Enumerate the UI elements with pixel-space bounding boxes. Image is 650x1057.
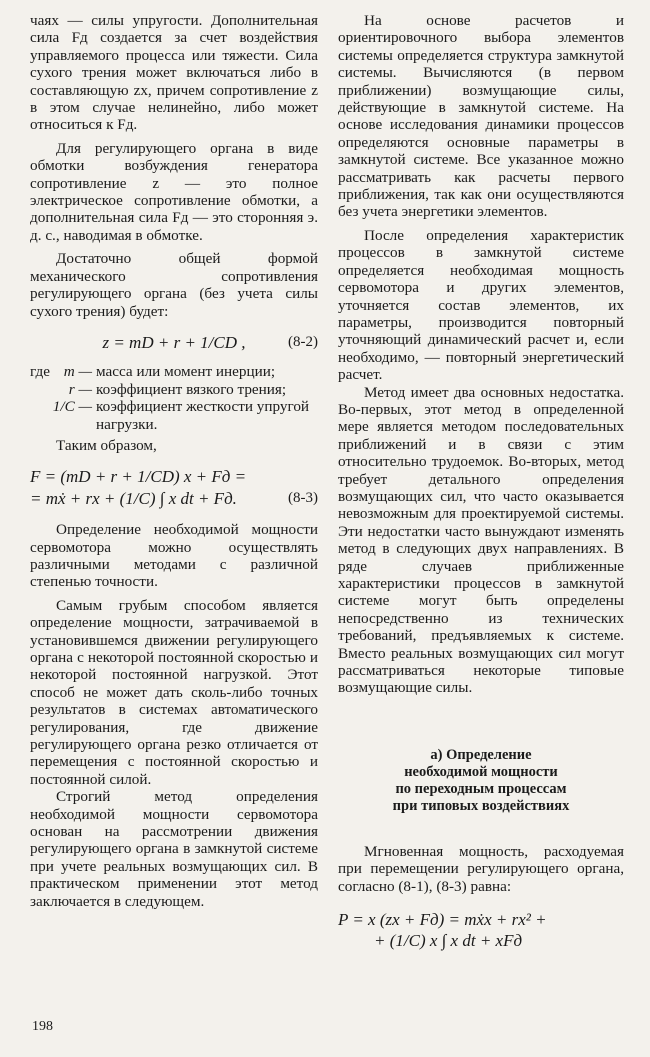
thus-line: Таким образом, <box>56 436 157 454</box>
formula-8-2-number: (8-2) <box>288 333 318 350</box>
definition-r-term: r — <box>68 380 92 398</box>
definition-r <box>30 381 318 398</box>
left-paragraph-1: чаях — силы упругости. Дополнительная сила Fд создается за счет воздействия управляемого процесса или тяжести. Сила сухого трения может включаться либо в составляющую zx, причем сопротивление z в этом случае нелинейно, либо может относиться к Fд. <box>30 12 318 134</box>
right-paragraph-1: На основе расчетов и ориентировочного выбора элементов системы определяется структура замкнутой системы. Вычисляются (в первом приближении) возмущающие силы, действующие в замкнутой системе. На основе исследования динамики процессов определяются основные параметры в замкнутой системе. Все указанное можно рассматривать как расчеты первого приближения, так как они осуществляются без учета энергетики элементов. <box>338 12 624 221</box>
section-heading <box>338 747 624 815</box>
formula-power-line-1 <box>338 911 624 928</box>
right-paragraph-4: Мгновенная мощность, расходуемая при перемещении регулирующего органа, согласно (8-1), (8-3) равна: <box>338 842 624 895</box>
definition-c <box>30 398 318 433</box>
left-paragraph-2: Для регулирующего органа в виде обмотки возбуждения генератора сопротивление z — это полное электрическое сопротивление обмотки, а дополнительная сила Fд — это сторонняя э. д. с., наводимая в обмотке. <box>30 139 318 244</box>
left-paragraph-6: Строгий метод определения необходимой мощности сервомотора основан на рассмотрении движения регулирующего органа в замкнутой системе при учете реальных возмущающих сил. В практическом применении этот метод заключается в следующем. <box>30 788 318 910</box>
right-paragraph-2: После определения характеристик процессов в замкнутой системе определяется необходимая мощность сервомотора и других элементов, уточняется состав элементов, их параметры, производится повторный уточняющий динамический расчет и, если необходимо, — повторный энергетический расчет. <box>338 226 624 384</box>
left-column <box>30 12 318 910</box>
section-heading-line-2: необходимой мощности <box>404 763 558 780</box>
formula-8-2-expression: z = mD + r + 1/CD , <box>102 332 246 352</box>
left-paragraph-5: Самым грубым способом является определение мощности, затрачиваемой в установившемся движении регулирующего органа с некоторой постоянной скоростью и некоторой постоянной нагрузкой. Этот способ не может дать сколь-либо точных результатов в системах автоматического регулирования, где движение регулирующего органа резко отличается от перемещения с постоянной скоростью и постоянной силой. <box>30 596 318 788</box>
definition-c-term: 1/C — <box>52 398 92 416</box>
left-paragraph-3: Достаточно общей формой механического сопротивления регулирующего органа (без учета силы сухого трения) будет: <box>30 250 318 320</box>
page-number: 198 <box>32 1019 53 1034</box>
right-paragraph-3: Метод имеет два основных недостатка. Во-первых, этот метод в определенной мере является методом последовательных приближений и в связи с этим относительно трудоемок. Во-вторых, метод требует детального определения возмущающих сил, что часто оказывается невозможным для проектируемой системы. Эти недостатки часто вынуждают изменять метод в следующих двух направлениях. В ряде случаев приближенные характеристики процессов в замкнутой системе могут быть определены непосредственно из технических требований, предъявляемых к системе. Вместо реальных возмущающих сил могут рассматриваться некоторые типовые возмущающие силы. <box>338 383 624 697</box>
formula-8-3-number: (8-3) <box>288 489 318 506</box>
section-heading-line-4: при типовых воздействиях <box>392 797 570 814</box>
section-heading-line-3: по переходным процессам <box>395 780 567 797</box>
definition-c-text: коэффициент жесткости упругой нагрузки. <box>96 398 310 433</box>
definition-m-text: масса или момент инерции; <box>96 363 276 381</box>
definition-r-text: коэффициент вязкого трения; <box>96 380 287 398</box>
formula-power-line-2 <box>374 932 624 949</box>
section-heading-line-1: а) Определение <box>430 746 532 763</box>
formula-power-line-2-expression: + (1/C) x ∫ x dt + xFд <box>374 931 523 951</box>
definition-m-term: m — <box>63 363 92 381</box>
formula-8-3-line-2 <box>30 490 318 507</box>
left-paragraph-4: Определение необходимой мощности сервомотора можно осуществлять различными методами с различной степенью точности. <box>30 521 318 591</box>
formula-8-3-line-2-expression: = mẋ + rx + (1/C) ∫ x dt + Fд. <box>30 488 237 508</box>
formula-8-3-line-1 <box>30 468 318 485</box>
definition-m <box>30 363 318 380</box>
where-label: где <box>30 363 50 381</box>
formula-power-line-1-expression: P = x (zx + Fд) = mẋx + rx² + <box>338 910 547 930</box>
definitions-list <box>30 363 318 433</box>
right-column <box>338 12 624 950</box>
formula-8-3-line-1-expression: F = (mD + r + 1/CD) x + Fд = <box>30 467 247 487</box>
formula-8-2 <box>30 334 318 351</box>
